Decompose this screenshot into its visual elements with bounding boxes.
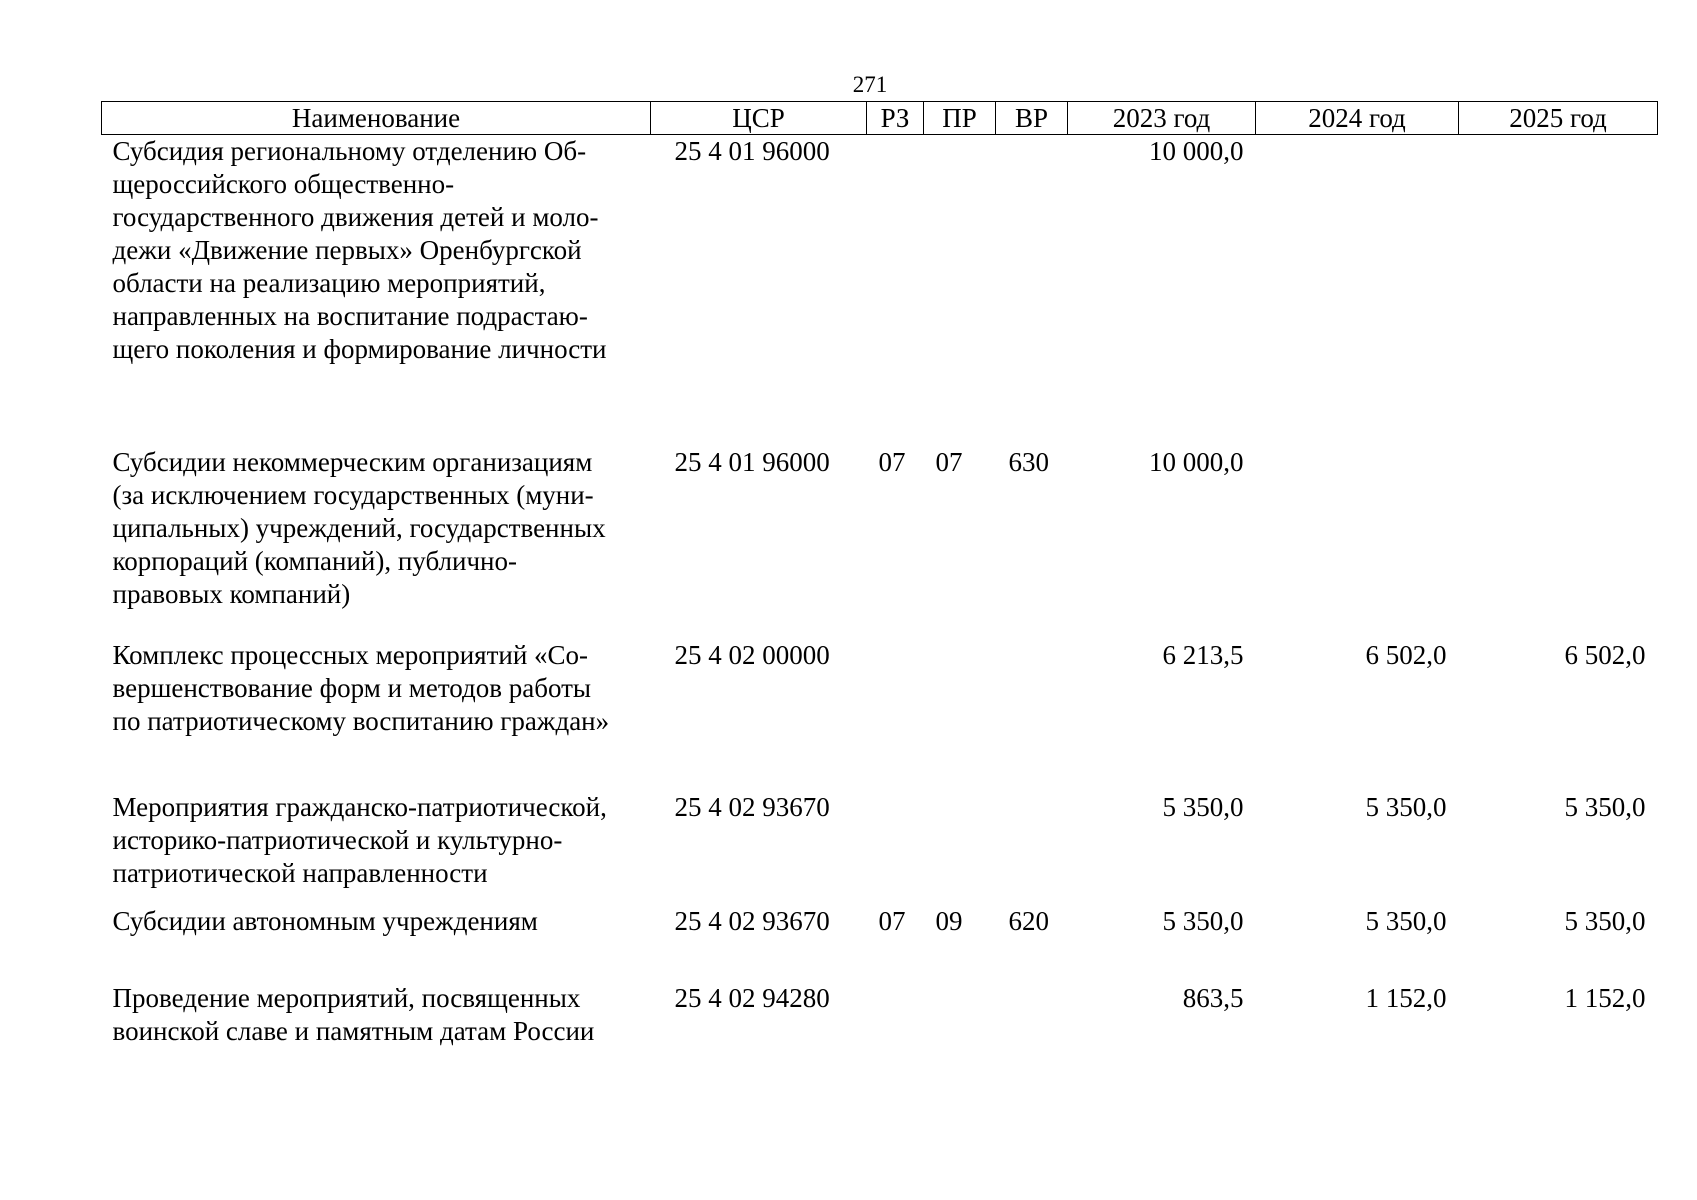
name-line: Субсидия региональному отделению Об- [112,136,587,166]
header-pr: ПР [924,102,996,135]
name-line: (за исключением государственных (муни- [112,479,594,510]
name-line: щего поколения и формирование личности [112,334,607,364]
vr-cell: 620 [1008,905,1049,936]
page-number: 271 [852,72,888,97]
rz-cell [867,135,924,446]
amount-2023-cell: 5 350,0 [1162,905,1244,936]
name-line: по патриотическому воспитанию граждан» [112,705,610,736]
amount-2024-cell: 5 350,0 [1365,905,1447,936]
table-row [102,446,1658,639]
name-line: правовых компаний) [112,578,351,609]
name-line: Проведение мероприятий, посвященных [112,982,581,1013]
name-line: историко-патриотической и культурно- [112,824,563,855]
pr-cell: 09 [935,905,963,936]
amount-2024-cell [1256,135,1459,446]
vr-cell [996,639,1068,791]
rz-cell [867,982,924,1052]
header-2023: 2023 год [1068,102,1256,135]
budget-table [101,101,1658,1052]
name-line: Субсидии некоммерческим организациям [112,446,593,477]
table-row [102,135,1658,446]
row-name-cell [102,982,651,1052]
amount-2025-cell: 5 350,0 [1564,905,1646,936]
row-name-cell [102,135,651,446]
amount-2025-cell [1459,135,1658,446]
row-name-cell [102,639,651,791]
csr-cell: 25 4 02 00000 [674,639,830,670]
header-2025: 2025 год [1459,102,1658,135]
name-line: Комплекс процессных мероприятий «Со- [112,639,589,670]
csr-cell: 25 4 02 93670 [674,791,830,822]
vr-cell [996,982,1068,1052]
amount-2024-cell: 5 350,0 [1365,791,1447,822]
name-line: области на реализацию мероприятий, [112,268,546,298]
amount-2024-cell: 6 502,0 [1365,639,1447,670]
pr-cell [924,135,996,446]
vr-cell: 630 [1008,446,1049,477]
name-line: Мероприятия гражданско-патриотической, [112,791,607,822]
header-vr: ВР [996,102,1068,135]
name-line: государственного движения детей и моло- [112,202,599,232]
table-row [102,639,1658,791]
pr-cell [924,982,996,1052]
amount-2023-cell: 6 213,5 [1162,639,1244,670]
header-csr: ЦСР [651,102,867,135]
amount-2023-cell: 10 000,0 [1149,136,1244,166]
header-name: Наименование [102,102,651,135]
rz-cell [867,639,924,791]
amount-2025-cell: 6 502,0 [1564,639,1646,670]
name-line: направленных на воспитание подрастаю- [112,301,588,331]
amount-2024-cell: 1 152,0 [1365,982,1447,1013]
table-body [102,135,1658,1052]
csr-cell: 25 4 02 93670 [674,905,830,936]
pr-cell: 07 [935,446,963,477]
table-row [102,791,1658,905]
vr-cell [996,791,1068,905]
rz-cell: 07 [878,446,906,477]
header-rz: РЗ [867,102,924,135]
csr-cell: 25 4 01 96000 [674,136,830,166]
csr-cell: 25 4 01 96000 [674,446,830,477]
row-name-cell [102,791,651,905]
pr-cell [924,791,996,905]
amount-2023-cell: 863,5 [1182,982,1244,1013]
name-line: дежи «Движение первых» Оренбургской [112,235,582,265]
table-row [102,982,1658,1052]
amount-2023-cell: 10 000,0 [1149,446,1244,477]
amount-2024-cell [1256,446,1459,639]
csr-cell: 25 4 02 94280 [674,982,830,1013]
pr-cell [924,639,996,791]
vr-cell [996,135,1068,446]
amount-2023-cell: 5 350,0 [1162,791,1244,822]
table-header-row [102,102,1658,135]
name-line: щероссийского общественно- [112,169,455,199]
name-line: Субсидии автономным учреждениям [112,905,538,936]
table-header [102,102,1658,135]
name-line: корпораций (компаний), публично- [112,545,517,576]
rz-cell [867,791,924,905]
name-line: патриотической направленности [112,857,488,888]
rz-cell: 07 [878,905,906,936]
name-line: воинской славе и памятным датам России [112,1015,595,1046]
name-line: вершенствование форм и методов работы [112,672,592,703]
row-name-cell [102,446,651,639]
amount-2025-cell [1459,446,1658,639]
row-name-cell [102,905,651,982]
amount-2025-cell: 5 350,0 [1564,791,1646,822]
amount-2025-cell: 1 152,0 [1564,982,1646,1013]
name-line: ципальных) учреждений, государственных [112,512,606,543]
header-2024: 2024 год [1256,102,1459,135]
table-row [102,905,1658,982]
